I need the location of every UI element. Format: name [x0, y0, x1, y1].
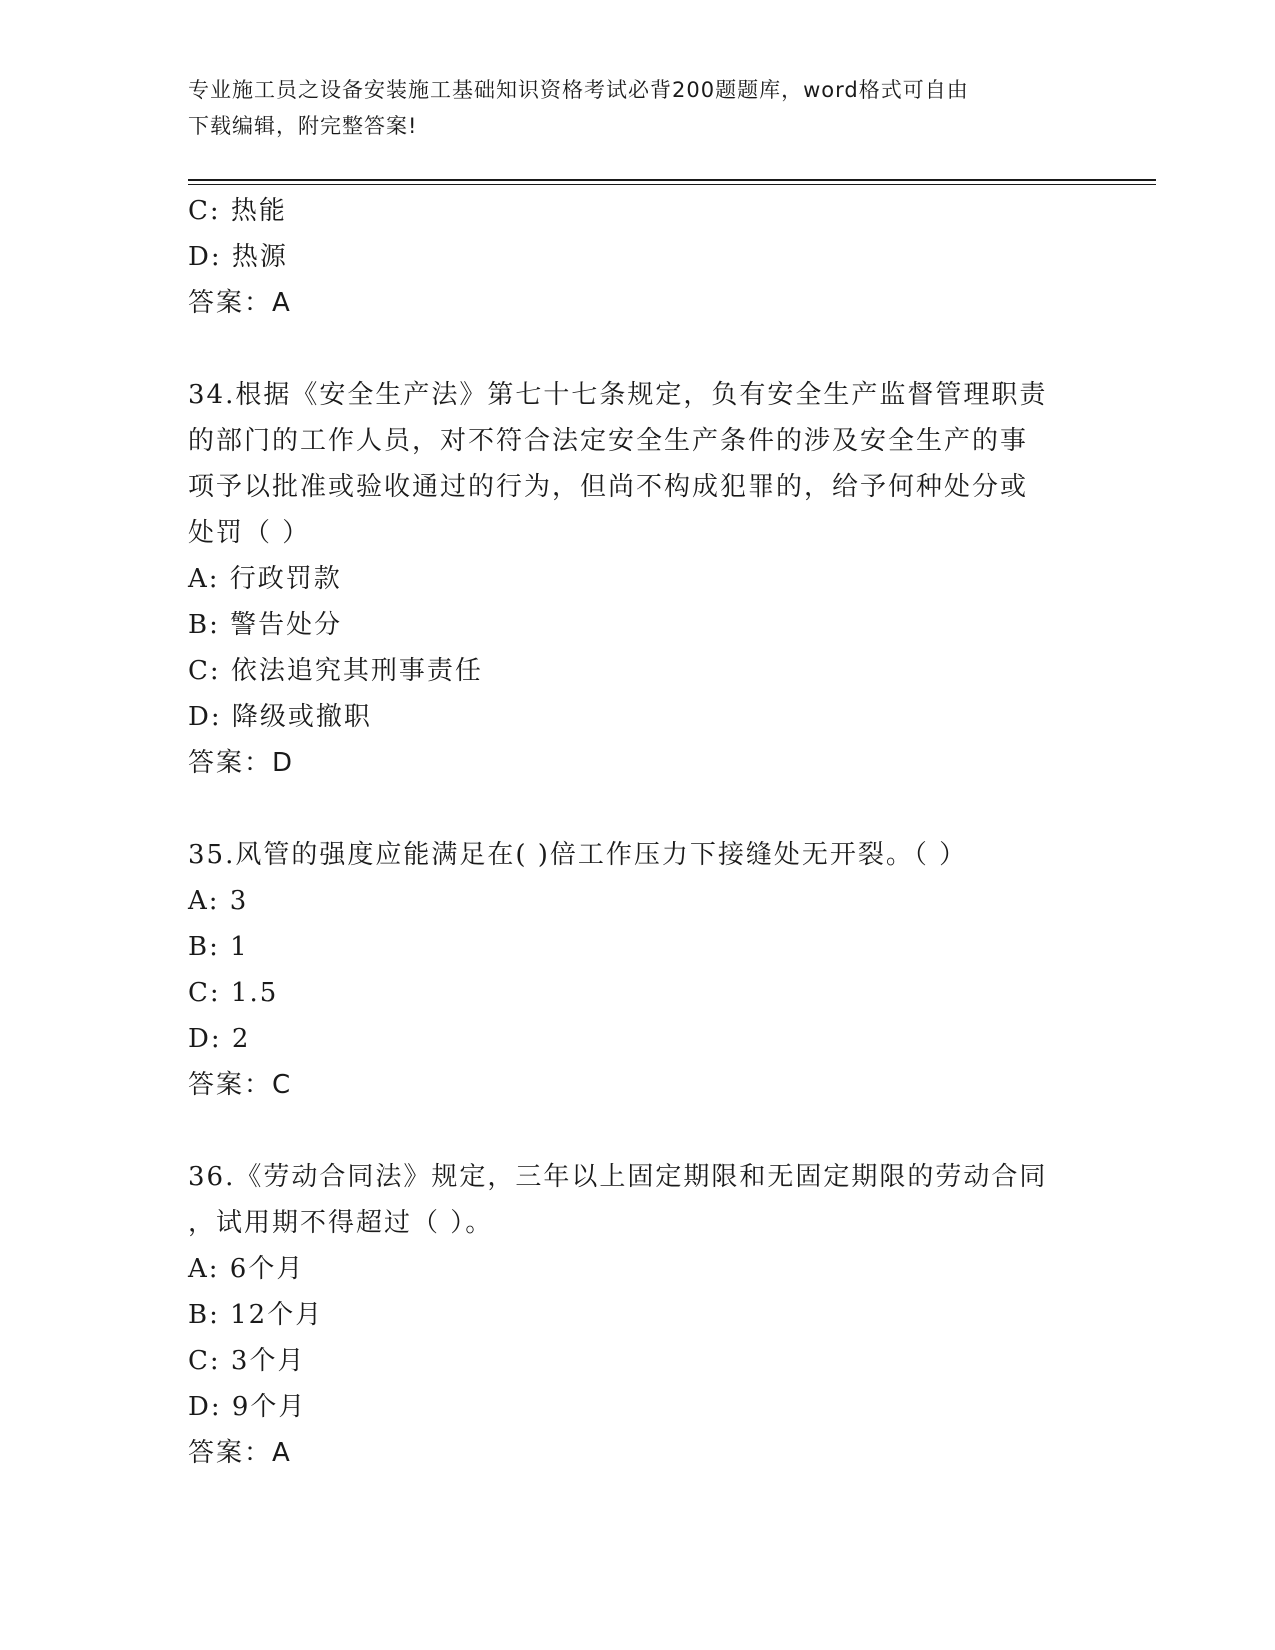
- option-b: B: 警告处分: [188, 610, 343, 640]
- answer-line: 答案：A: [188, 288, 292, 318]
- spacer: [188, 786, 1088, 832]
- option-a: A: 3: [188, 886, 249, 916]
- answer-line: 答案：C: [188, 1070, 293, 1100]
- spacer: [188, 1108, 1088, 1154]
- question-text-line: ，试用期不得超过（ ）。: [188, 1208, 494, 1238]
- question-list: [188, 188, 1088, 1476]
- question-text-line: 处罚（ ）: [188, 518, 311, 548]
- question-text-line: 的部门的工作人员，对不符合法定安全生产条件的涉及安全生产的事: [188, 426, 1029, 456]
- option-b: B: 1: [188, 932, 249, 962]
- question-35: [188, 832, 1088, 1108]
- answer-line: 答案：A: [188, 1438, 292, 1468]
- header-rule-thick: [188, 179, 1156, 181]
- question-36: [188, 1154, 1088, 1476]
- header-title-line-1: 专业施工员之设备安装施工基础知识资格考试必背200题题库，word格式可自由: [188, 78, 969, 102]
- option-d: D: 降级或撤职: [188, 702, 372, 732]
- option-d: D: 9个月: [188, 1392, 307, 1422]
- option-c: C: 1.5: [188, 978, 279, 1008]
- option-a: A: 行政罚款: [188, 564, 342, 594]
- question-text-line: 34.根据《安全生产法》第七十七条规定，负有安全生产监督管理职责: [188, 380, 1048, 410]
- spacer: [188, 326, 1088, 372]
- question-33-tail: [188, 188, 1088, 326]
- option-c: C: 依法追究其刑事责任: [188, 656, 483, 686]
- option-b: B: 12个月: [188, 1300, 324, 1330]
- header-rule-thin: [188, 184, 1156, 185]
- option-c: C: 3个月: [188, 1346, 306, 1376]
- option-a: A: 6个月: [188, 1254, 305, 1284]
- question-text-line: 36.《劳动合同法》规定，三年以上固定期限和无固定期限的劳动合同: [188, 1162, 1048, 1192]
- option-d: D: 2: [188, 1024, 251, 1054]
- option-d: D: 热源: [188, 242, 288, 272]
- header-title-line-2: 下载编辑，附完整答案!: [188, 114, 418, 138]
- answer-line: 答案：D: [188, 748, 295, 778]
- question-text-line: 项予以批准或验收通过的行为，但尚不构成犯罪的，给予何种处分或: [188, 472, 1029, 502]
- document-header: [188, 72, 1068, 144]
- question-34: [188, 372, 1088, 786]
- option-c: C: 热能: [188, 196, 287, 226]
- question-text-line: 35.风管的强度应能满足在( )倍工作压力下接缝处无开裂。（ ）: [188, 840, 968, 870]
